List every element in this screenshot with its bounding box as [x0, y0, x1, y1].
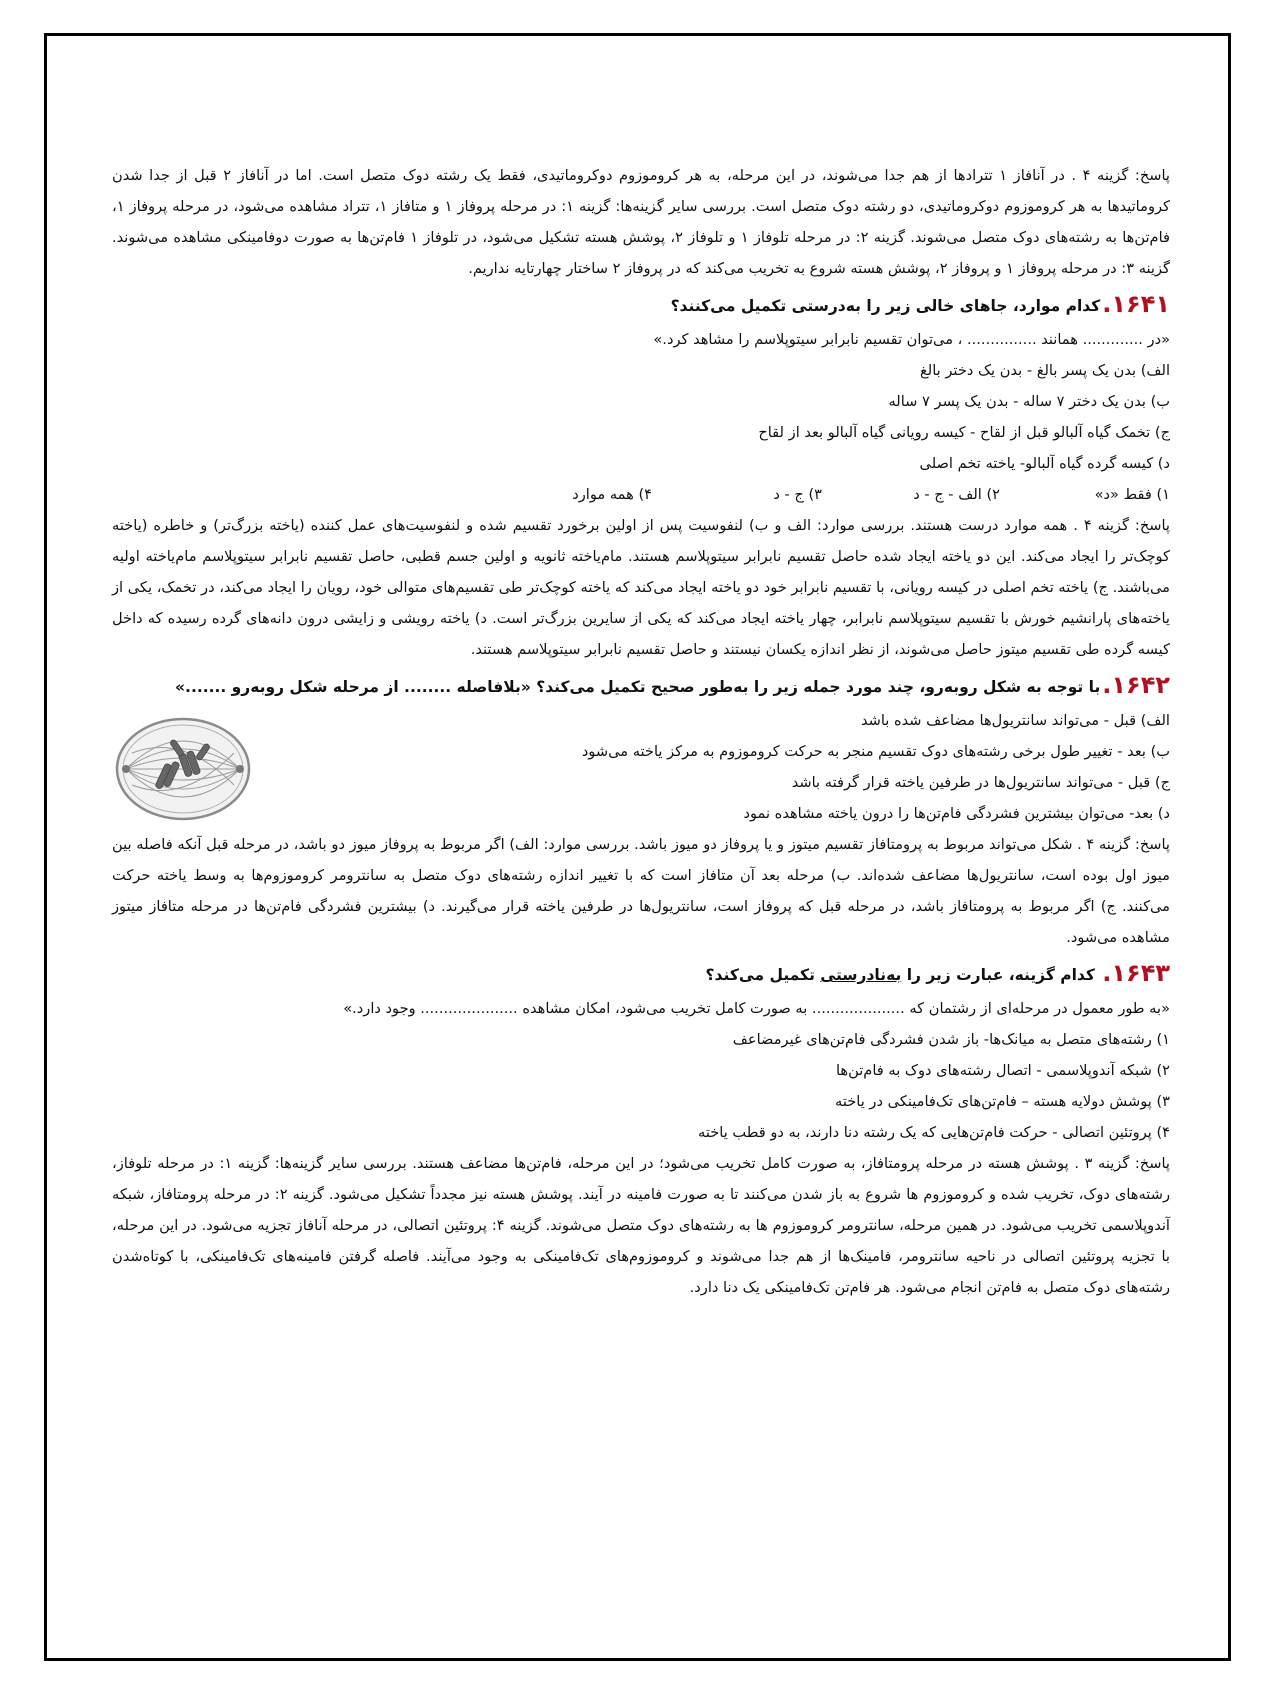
q1641-item: ج) تخمک گیاه آلبالو قبل از لقاح - کیسه رویانی گیاه آلبالو بعد از لقاح: [758, 424, 1170, 441]
q1642-title: با توجه به شکل روبه‌رو، چند مورد جمله زیر را به‌طور صحیح تکمیل می‌کند؟ «بلافاصله ........ از مرحله شکل روبه‌رو .......»: [175, 678, 1101, 696]
q1643-option-4: ۴) پروتئین اتصالی - حرکت فام‌تن‌هایی که یک رشته دنا دارند، به دو قطب یاخته: [698, 1124, 1170, 1141]
q1642-number: ۱۶۴۲.: [1102, 671, 1170, 699]
q1642-item: ب) بعد - تغییر طول برخی رشته‌های دوک تقسیم منجر به حرکت کروموزوم به مرکز یاخته می‌شود: [581, 743, 1170, 760]
q1643-number: ۱۶۴۳.: [1102, 959, 1170, 987]
q1641-option-3: ۳) ج - د: [773, 486, 822, 503]
q1641-option-2: ۲) الف - ج - د: [913, 486, 1000, 503]
q1642-answer: پاسخ: گزینه ۴ . شکل می‌تواند مربوط به پرومتافاز تقسیم میتوز و یا پروفاز دو میوز باشد. بررسی موارد: الف) اگر مربوط به پروفاز میوز دو باشد، در مرحله قبل آنکه فاصله بین میوز اول بوده است، سانتریول‌ها مضاعف شده‌اند. ب) مرحله بعد آن متافاز است که با تغییر اندازه رشته‌های دوک متصل به سانترومر کروموزوم‌ها به وسط یاخته حرکت می‌کنند. ج) اگر مربوط به پرومتافاز باشد، در مرحله قبل که پروفاز است، سانتریول‌ها در طرفین یاخته قرار می‌گیرند. د) بیشترین فشردگی فام‌تن‌ها در مرحله متافاز میتوز مشاهده می‌شود.: [112, 836, 1170, 946]
q1641-options: [112, 479, 1170, 510]
q1641-item: د) کیسه گرده گیاه آلبالو- یاخته تخم اصلی: [919, 455, 1170, 472]
q1643-option-2: ۲) شبکه آندوپلاسمی - اتصال رشته‌های دوک به فام‌تن‌ها: [835, 1062, 1170, 1079]
q1641-stem: «در ............. همانند ............... ، می‌توان تقسیم نابرابر سیتوپلاسم را مشاهد کرد.»: [653, 331, 1170, 348]
q1641-title-row: [112, 286, 1170, 324]
q1641-number: ۱۶۴۱.: [1102, 290, 1170, 318]
q1641-answer: پاسخ: گزینه ۴ . همه موارد درست هستند. بررسی موارد: الف و ب) لنفوسیت پس از اولین برخورد تقسیم شده و لنفوسیت‌های عمل کننده (یاخته بزرگ‌تر) و خاطره (یاخته کوچک‌تر را ایجاد می‌کند. این دو یاخته ایجاد شده حاصل تقسیم نابرابر سیتوپلاسم هستند. مام‌یاخته ثانویه و اولین جسم قطبی، حاصل تقسیم نابرابر سیتوپلاسم مام‌یاخته اولیه می‌باشند. ج) یاخته تخم اصلی در کیسه رویانی، با تقسیم نابرابر خود دو یاخته ایجاد می‌کند که یاخته کوچک‌تر طی تقسیم‌های متوالی خود، رویان را ایجاد می‌کند، در تخمک، یکی از یاخته‌های پارانشیم خورش با تقسیم سیتوپلاسم نابرابر، چهار یاخته ایجاد می‌کند که یکی از سایرین بزرگ‌تر است. د) یاخته رویشی و زایشی درون دانه‌های گرده رسیده که داخل کیسه گرده طی تقسیم میتوز حاصل می‌شوند، از نظر اندازه یکسان نیستند و حاصل تقسیم نابرابر سیتوپلاسم هستند.: [112, 517, 1170, 658]
q1641-title: کدام موارد، جاهای خالی زیر را به‌درستی تکمیل می‌کنند؟: [670, 297, 1101, 315]
page-content: [112, 160, 1170, 1303]
q1642-items-with-figure: [112, 705, 1170, 829]
q1643-stem: «به طور معمول در مرحله‌ای از رشتمان که .................... به صورت کامل تخریب می‌شود، امکان مشاهده ..................... وجود دارد.»: [343, 1000, 1170, 1017]
q1643-title-row: [112, 955, 1170, 993]
q1642-title-row: [112, 667, 1170, 705]
q1640-answer: پاسخ: گزینه ۴ . در آنافاز ۱ تترادها از هم جدا می‌شوند، در این مرحله، به هر کروموزوم دوکروماتیدی، فقط یک رشته دوک متصل است. اما در آنافاز ۲ قبل از جدا شدن کروماتیدها به هر کروموزوم دوکروماتیدی، دو رشته دوک متصل است. بررسی سایر گزینه‌ها: گزینه ۱: در مرحله پروفاز ۱ و متافاز ۱، تتراد مشاهده می‌شود، در مرحله پروفاز ۱، فام‌تن‌ها به رشته‌های دوک متصل می‌شوند. گزینه ۲: در مرحله تلوفاز ۱ و تلوفاز ۲، پوشش هسته تشکیل می‌شود، در تلوفاز ۱ فام‌تن‌ها به صورت دوفامینکی مشاهده می‌شوند. گزینه ۳: در مرحله پروفاز ۱ و پروفاز ۲، پوشش هسته شروع به تخریب می‌کند که در پروفاز ۲ ساختار چهارتایه نداریم.: [112, 167, 1171, 277]
q1642-item: ج) قبل - می‌تواند سانتریول‌ها در طرفین یاخته قرار گرفته باشد: [791, 774, 1170, 791]
cell-division-figure: [112, 713, 254, 825]
q1643-title-underlined: به‌نادرستی: [820, 966, 902, 984]
q1641-option-1: ۱) فقط «د»: [1094, 486, 1170, 503]
q1642-item: الف) قبل - می‌تواند سانتریول‌ها مضاعف شده باشد: [860, 712, 1170, 729]
q1641-item: الف) بدن یک پسر بالغ - بدن یک دختر بالغ: [920, 362, 1170, 379]
q1643-title-part2: تکمیل می‌کند؟: [705, 966, 821, 984]
q1643-option-3: ۳) پوشش دولایه هسته – فام‌تن‌های تک‌فامینکی در یاخته: [835, 1093, 1170, 1110]
q1643-title-part1: کدام گزینه، عبارت زیر را: [901, 966, 1095, 984]
q1641-item: ب) بدن یک دختر ۷ ساله - بدن یک پسر ۷ ساله: [888, 393, 1170, 410]
q1643-answer: پاسخ: گزینه ۳ . پوشش هسته در مرحله پرومتافاز، به صورت کامل تخریب می‌شود؛ در این مرحله، فام‌تن‌ها مضاعف هستند. بررسی سایر گزینه‌ها: گزینه ۱: در مرحله تلوفاز، رشته‌های دوک، تخریب شده و کروموزوم ها شروع به باز شدن می‌کنند تا به صورت فامینه در آیند. پوشش هسته نیز مجدداً تشکیل می‌شود. گزینه ۲: در مرحله پرومتافاز، شبکه آندوپلاسمی تخریب می‌شود. در همین مرحله، سانترومر کروموزوم ها به رشته‌های دوک متصل می‌شوند. گزینه ۴: پروتئین اتصالی، در مرحله آنافاز تجزیه می‌شود. در این مرحله، با تجزیه پروتئین اتصالی در ناحیه سانترومر، فامینک‌ها از هم جدا می‌شوند و کروموزوم‌های تک‌فامینکی به وجود می‌آیند. فاصله گرفتن فامینه‌های تک‌فامینکی، با کوتاه‌شدن رشته‌های دوک متصل به فام‌تن انجام می‌شود. هر فام‌تن تک‌فامینکی یک دنا دارد.: [112, 1155, 1170, 1296]
q1643-option-1: ۱) رشته‌های متصل به میانک‌ها- باز شدن فشردگی فام‌تن‌های غیرمضاعف: [732, 1031, 1170, 1048]
q1641-option-4: ۴) همه موارد: [572, 486, 652, 503]
q1642-item: د) بعد- می‌توان بیشترین فشردگی فام‌تن‌ها را درون یاخته مشاهده نمود: [743, 805, 1170, 822]
